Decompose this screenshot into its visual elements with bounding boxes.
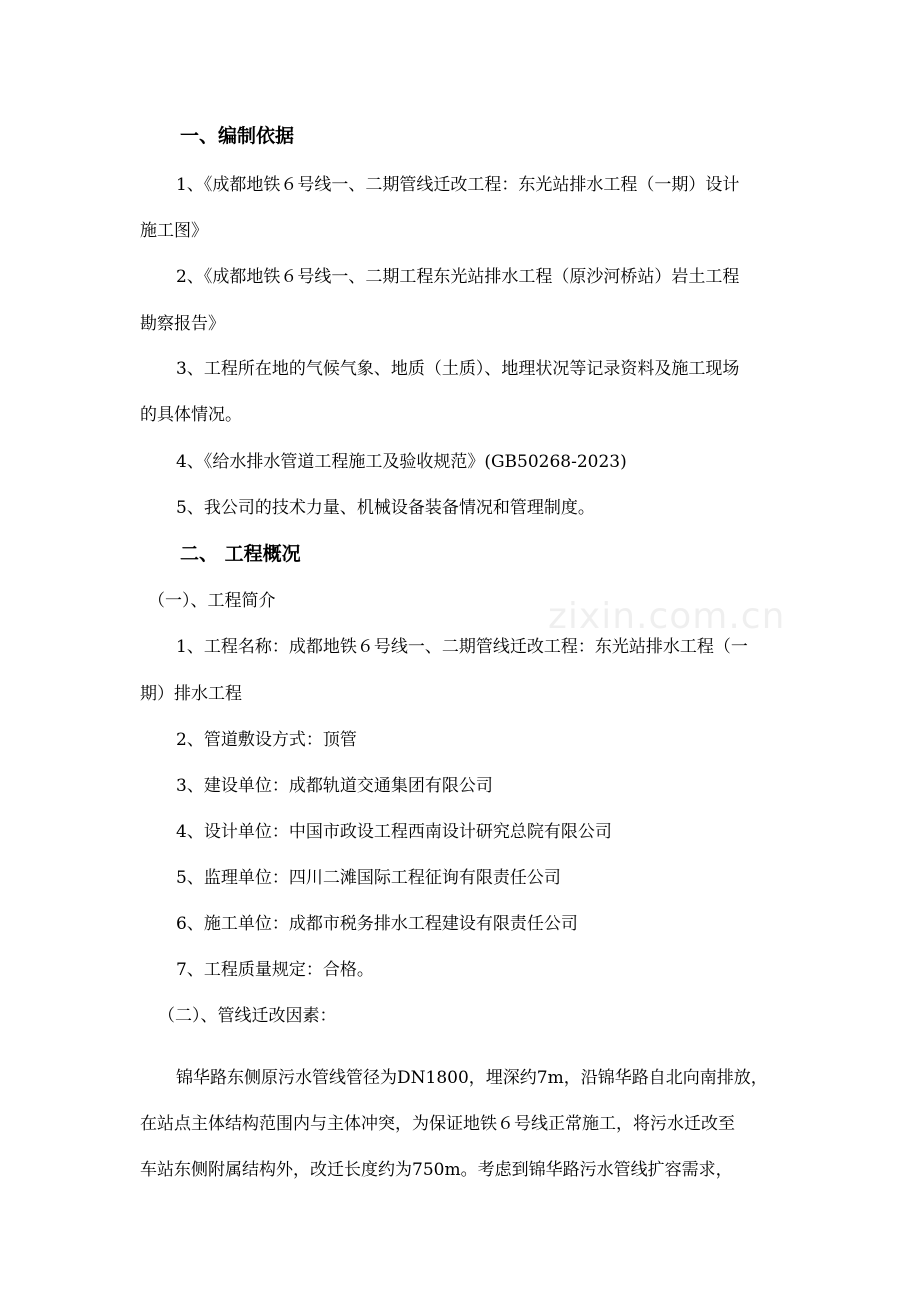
overview-item-4-line1: 4、设计单位：中国市政设工程西南设计研究总院有限公司 xyxy=(176,822,612,842)
basis-item-4-line1: 4、《给水排水管道工程施工及验收规范》(GB50268-2023) xyxy=(176,452,627,472)
watermark: zixin.com.cn xyxy=(548,596,786,637)
overview-item-7-line1: 7、工程质量规定：合格。 xyxy=(176,960,374,980)
overview-item-2-line1: 2、管道敷设方式：顶管 xyxy=(176,730,357,750)
basis-item-2-line1: 2、《成都地铁６号线一、二期工程东光站排水工程（原沙河桥站）岩土工程 xyxy=(176,267,740,287)
basis-item-3-line2: 的具体情况。 xyxy=(140,405,242,425)
paragraph-line-2: 在站点主体结构范围内与主体冲突，为保证地铁６号线正常施工，将污水迁改至 xyxy=(140,1114,735,1134)
overview-item-1-line2: 期）排水工程 xyxy=(140,684,242,704)
basis-item-1-line2: 施工图》 xyxy=(140,221,208,241)
paragraph-line-1: 锦华路东侧原污水管线管径为DN1800，埋深约7m，沿锦华路自北向南排放， xyxy=(176,1068,768,1088)
paragraph-line-3: 车站东侧附属结构外，改迁长度约为750m。考虑到锦华路污水管线扩容需求， xyxy=(140,1160,733,1180)
subsection1-title: （一）、工程简介 xyxy=(148,591,276,611)
section1-heading: 一、编制依据 xyxy=(180,125,295,147)
overview-item-3-line1: 3、建设单位：成都轨道交通集团有限公司 xyxy=(176,776,493,796)
overview-item-5-line1: 5、监理单位：四川二滩国际工程征询有限责任公司 xyxy=(176,868,561,888)
section2-heading: 二、 工程概况 xyxy=(180,543,301,565)
overview-item-1-line1: 1、工程名称：成都地铁６号线一、二期管线迁改工程：东光站排水工程（一 xyxy=(176,637,748,657)
basis-item-5-line1: 5、我公司的技术力量、机械设备装备情况和管理制度。 xyxy=(176,498,595,518)
basis-item-3-line1: 3、工程所在地的气候气象、地质（土质）、地理状况等记录资料及施工现场 xyxy=(176,359,740,379)
basis-item-2-line2: 勘察报告》 xyxy=(140,314,225,334)
overview-item-6-line1: 6、施工单位：成都市税务排水工程建设有限责任公司 xyxy=(176,914,578,934)
subsection2-title: （二）、管线迁改因素： xyxy=(158,1006,337,1026)
basis-item-1-line1: 1、《成都地铁６号线一、二期管线迁改工程：东光站排水工程（一期）设计 xyxy=(176,175,740,195)
